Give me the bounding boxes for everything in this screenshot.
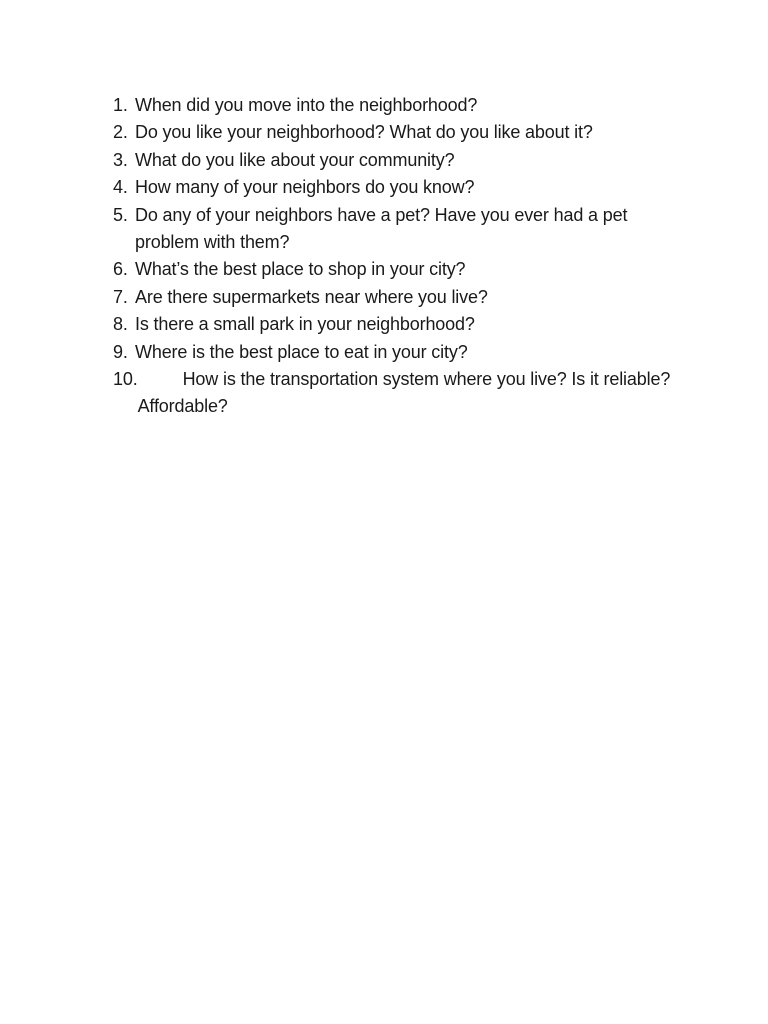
item-number: 9. xyxy=(113,341,128,362)
item-text: When did you move into the neighborhood? xyxy=(135,95,478,115)
item-number: 10. xyxy=(113,369,138,390)
question-list xyxy=(113,92,673,421)
item-number: 2. xyxy=(113,122,128,143)
list-item xyxy=(113,339,673,366)
item-number: 4. xyxy=(113,177,128,198)
item-number: 5. xyxy=(113,204,128,225)
item-text: Are there supermarkets near where you live? xyxy=(135,286,488,307)
item-number: 6. xyxy=(113,259,128,280)
list-item xyxy=(113,119,673,146)
item-text: How is the transportation system where you live? Is it reliable? Affordable? xyxy=(137,369,671,417)
list-item xyxy=(113,92,673,119)
list-item xyxy=(113,311,673,338)
list-item xyxy=(113,284,673,311)
list-item xyxy=(113,366,673,421)
item-text: Where is the best place to eat in your city? xyxy=(135,341,468,362)
item-text: Is there a small park in your neighborhood? xyxy=(135,314,475,335)
item-text: Do any of your neighbors have a pet? Have you ever had a pet problem with them? xyxy=(135,204,628,253)
item-text: What’s the best place to shop in your city? xyxy=(135,259,466,280)
list-item xyxy=(113,202,673,257)
item-number: 1. xyxy=(113,95,128,115)
item-text: What do you like about your community? xyxy=(135,149,455,170)
item-text-wrapper xyxy=(138,366,673,421)
list-item xyxy=(113,174,673,201)
item-text: Do you like your neighborhood? What do you like about it? xyxy=(135,122,593,143)
list-item xyxy=(113,147,673,174)
list-item xyxy=(113,256,673,283)
item-text: How many of your neighbors do you know? xyxy=(135,177,475,198)
item-number: 3. xyxy=(113,149,128,170)
item-number: 8. xyxy=(113,314,128,335)
item-number: 7. xyxy=(113,286,128,307)
